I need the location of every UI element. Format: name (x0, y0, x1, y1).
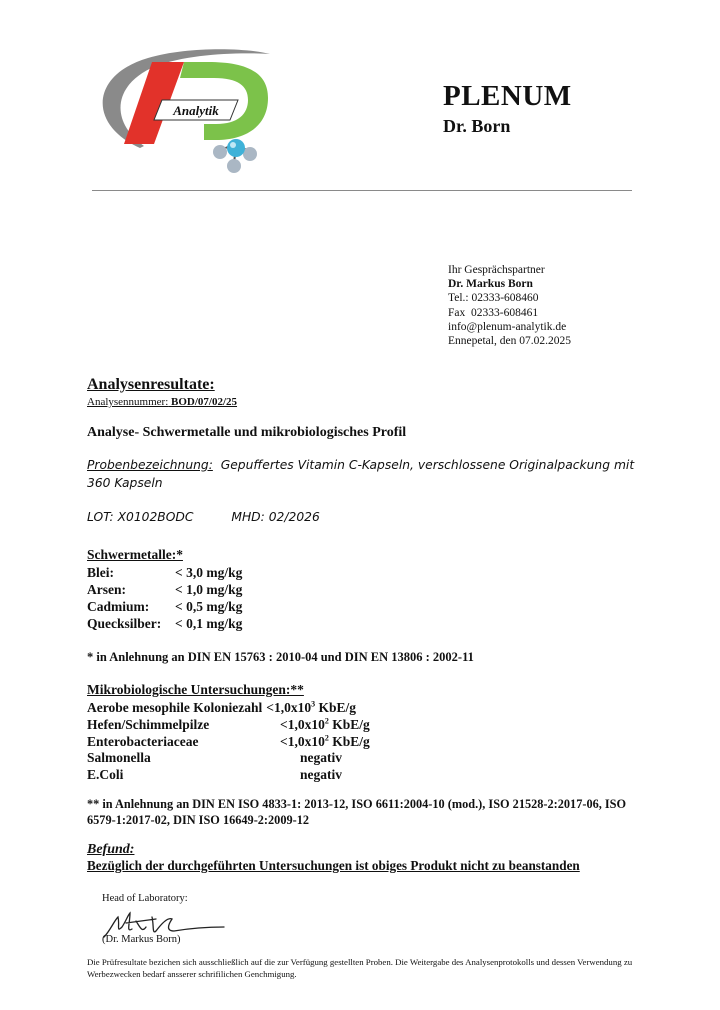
heavy-metal-row (87, 582, 242, 598)
test-value: negativ (300, 767, 342, 782)
lot-line (87, 510, 320, 524)
company-name: PLENUM (443, 80, 572, 112)
microbiology-row (87, 699, 356, 716)
metal-name: Quecksilber: (87, 616, 162, 631)
microbiology-note: ** in Anlehnung an DIN EN ISO 4833-1: 2013-12, ISO 6611:2004-10 (mod.), ISO 21528-2:2017-06, ISO 6579-1:2017-02, DIN ISO 16649-2:2009-12 (87, 797, 627, 827)
test-name: Enterobacteriaceae (87, 733, 199, 749)
test-name: Aerobe mesophile Koloniezahl (87, 699, 263, 715)
test-name: E.Coli (87, 767, 124, 782)
metal-value: < 1,0 mg/kg (175, 582, 243, 597)
metal-name: Blei: (87, 565, 114, 580)
sample-text: Gepuffertes Vitamin C-Kapseln, verschlossene Originalpackung mit 360 Kapseln (87, 458, 635, 490)
microbiology-row (87, 750, 342, 766)
heavy-metals-note: * in Anlehnung an DIN EN 15763 : 2010-04 und DIN EN 13806 : 2002-11 (87, 650, 474, 664)
best-before-date: MHD: 02/2026 (231, 510, 320, 524)
sample-label: Probenbezeichnung: (87, 458, 213, 472)
signer-name: (Dr. Markus Born) (102, 934, 181, 945)
findings-label: Befund: (87, 842, 135, 857)
test-value: $<1,0x10^3$ KbE/g (266, 699, 356, 715)
analysis-number-value: BOD/07/02/25 (171, 396, 238, 408)
metal-value: < 3,0 mg/kg (175, 565, 243, 580)
analysis-number (87, 396, 237, 408)
heavy-metals-heading: Schwermetalle:* (87, 547, 183, 562)
microbiology-row (87, 767, 342, 783)
contact-email[interactable]: info@plenum-analytik.de (448, 320, 567, 333)
metal-name: Cadmium: (87, 599, 150, 614)
analysis-number-label: Analysennummer: (87, 396, 169, 408)
metal-name: Arsen: (87, 582, 126, 597)
heavy-metal-row (87, 599, 242, 615)
molecule-icon (213, 139, 257, 173)
contact-person: Dr. Markus Born (448, 278, 533, 291)
company-subtitle: Dr. Born (443, 116, 511, 136)
heavy-metal-row (87, 565, 242, 581)
contact-phone: Tel.: 02333-608460 (448, 292, 539, 305)
header-divider (92, 190, 632, 191)
footer-disclaimer: Die Prüfresultate bezichen sich ausschließlich auf die zur Verfügung gestellten Proben. Die Weitergabe des Analysenprotokolls und dessen Verwendung zu Werbezwecken bedarf ansserer schrifilichen Genchmigung. (87, 957, 633, 979)
report-title: Analysenresultate: (87, 376, 215, 393)
test-name: Hefen/Schimmelpilze (87, 716, 210, 732)
contact-line: Ihr Gesprächspartner (448, 264, 545, 276)
lot-number: LOT: X0102BODC (87, 510, 194, 524)
logo-text: Analytik (173, 103, 219, 118)
head-of-laboratory-label: Head of Laboratory: (102, 893, 188, 904)
findings-text: Bezüglich der durchgeführten Untersuchungen ist obiges Produkt nicht zu beanstanden (87, 858, 580, 873)
test-name: Salmonella (87, 750, 151, 765)
microbiology-row (87, 716, 370, 733)
contact-block (448, 263, 571, 348)
test-value: $<1,0x10^2$ KbE/g (280, 733, 370, 749)
contact-date: Ennepetal, den 07.02.2025 (448, 335, 571, 348)
microbiology-row (87, 733, 370, 750)
sample-description (87, 456, 647, 492)
metal-value: < 0,1 mg/kg (175, 616, 243, 631)
test-value: negativ (300, 750, 342, 765)
heavy-metal-row (87, 616, 242, 632)
microbiology-heading: Mikrobiologische Untersuchungen:** (87, 682, 304, 697)
metal-value: < 0,5 mg/kg (175, 599, 243, 614)
analysis-heading: Analyse- Schwermetalle und mikrobiologisches Profil (87, 425, 407, 440)
plenum-analytik-logo (88, 40, 278, 180)
test-value: $<1,0x10^2$ KbE/g (280, 716, 370, 732)
contact-fax: Fax 02333-608461 (448, 306, 539, 319)
